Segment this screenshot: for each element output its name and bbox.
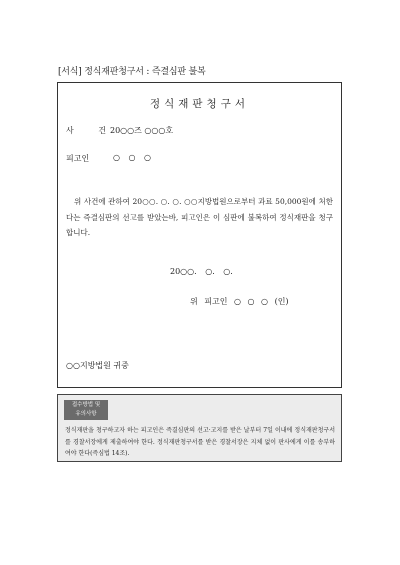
form-title: 정식재판청구서 [149, 98, 249, 110]
case-value: 20○○즈 ○○○호 [110, 126, 174, 135]
notes-label [64, 400, 108, 420]
defendant-signature-line: 위 피고인 ○ ○ ○ (인) [190, 297, 289, 306]
petition-form [57, 82, 342, 388]
defendant-label: 피고인 [66, 154, 90, 163]
notes-box [57, 394, 342, 462]
notes-text: 정식재판을 청구하고자 하는 피고인은 즉결심판의 선고·고지를 받은 날부터 7일 이내에 정식재판청구서를 경찰서장에게 제출하여야 한다. 정식재판청구서를 받은 경찰서장은 지체 없이 판사에게 이를 송부하여야 한다(즉심법 14조). [65, 427, 335, 457]
notes-label-line1: 접수방법 및 [71, 402, 101, 408]
petition-body: 위 사건에 관하여 20○○. ○. ○. ○○지방법원으로부터 과료 50,000원에 처한다는 즉결심판의 선고를 받았는바, 피고인은 이 심판에 불복하여 정식재판을 청구합니다. [66, 197, 333, 237]
defendant-value: ○ ○ ○ [113, 153, 152, 162]
case-label: 사 건 [66, 126, 117, 135]
notes-label-line2: 유의사항 [75, 411, 97, 417]
form-caption: [서식] 정식재판청구서 : 즉결심판 불복 [58, 67, 206, 77]
court-addressee: ○○지방법원 귀중 [66, 361, 129, 370]
petition-date: 20○○. ○. ○. [170, 267, 233, 276]
